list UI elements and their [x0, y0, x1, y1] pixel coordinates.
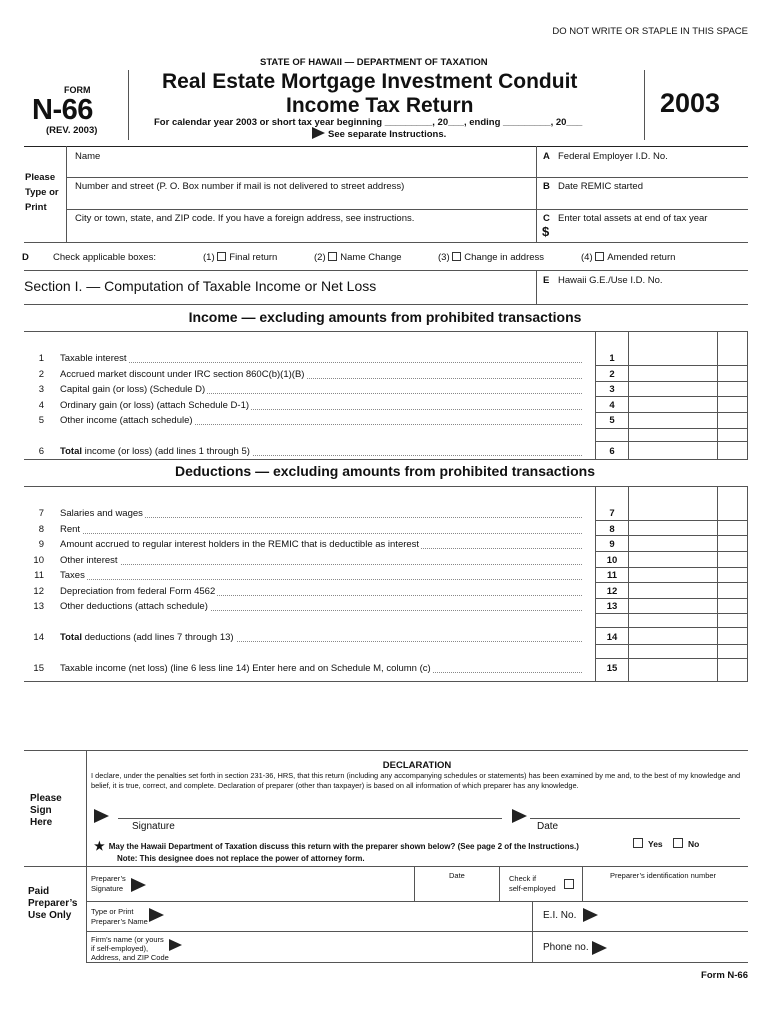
- box-number: 5: [609, 415, 615, 426]
- box-number: 11: [606, 570, 618, 581]
- name-change-option[interactable]: (2) Name Change: [314, 252, 402, 263]
- form-title-line1: Real Estate Mortgage Investment Conduit: [162, 70, 578, 93]
- box-number: 9: [609, 539, 615, 550]
- amount-field[interactable]: [629, 443, 748, 458]
- box-number: 2: [609, 369, 615, 380]
- line-description: Total deductions (add lines 7 through 13): [60, 632, 234, 643]
- checkbox-row: [22, 252, 748, 266]
- line-description: Capital gain (or loss) (Schedule D): [60, 384, 206, 395]
- amount-field[interactable]: [629, 521, 748, 536]
- total-assets-field[interactable]: [537, 210, 748, 242]
- amount-field[interactable]: [629, 397, 748, 412]
- amount-field[interactable]: [629, 567, 748, 582]
- fein-field[interactable]: [537, 147, 748, 177]
- line-description: Other deductions (attach schedule): [60, 601, 208, 612]
- line-number: 3: [38, 384, 44, 395]
- calendar-year-line: For calendar year 2003 or short tax year beginning _________, 20___, ending _________, 20___: [154, 117, 583, 128]
- final-return-checkbox[interactable]: [217, 252, 226, 261]
- leader-dots: [60, 571, 582, 580]
- date-line[interactable]: [530, 818, 740, 819]
- see-instructions: See separate Instructions.: [312, 127, 446, 140]
- phone-arrow-icon: [592, 941, 607, 955]
- line-description: Taxable income (net loss) (line 6 less line 14) Enter here and on Schedule M, column (c): [60, 663, 431, 674]
- self-employed-checkbox[interactable]: [564, 879, 574, 889]
- check-applicable-label: Check applicable boxes:: [53, 252, 156, 263]
- box-number: 12: [606, 586, 618, 597]
- firm-name-field[interactable]: Firm’s name (or yours if self-employed), Address, and ZIP Code: [87, 932, 531, 962]
- form-label: FORM: [64, 85, 91, 95]
- ge-use-id-label: Hawaii G.E./Use I.D. No.: [558, 275, 663, 286]
- designee-note: Note: This designee does not replace the power of attorney form.: [117, 854, 365, 863]
- form-revision: (REV. 2003): [46, 125, 98, 136]
- please-sign-here: Please Sign Here: [30, 793, 62, 828]
- declaration-title: DECLARATION: [382, 760, 452, 771]
- box-number: 7: [609, 508, 615, 519]
- line-number: 5: [38, 415, 44, 426]
- amended-return-option[interactable]: (4) Amended return: [581, 252, 676, 263]
- remic-start-field[interactable]: [537, 178, 748, 209]
- ge-use-id-field[interactable]: [537, 271, 748, 304]
- line-number: 7: [38, 508, 44, 519]
- field-c-letter: C: [543, 213, 550, 224]
- income-heading: Income — excluding amounts from prohibited transactions: [188, 309, 582, 325]
- amount-field[interactable]: [629, 536, 748, 551]
- star-icon: ★: [94, 839, 105, 853]
- fein-label: Federal Employer I.D. No.: [558, 151, 668, 162]
- leader-dots: [60, 525, 582, 534]
- remic-start-label: Date REMIC started: [558, 181, 643, 192]
- line-number: 4: [38, 400, 44, 411]
- preparer-signature-field[interactable]: [87, 867, 413, 901]
- line-description: Taxable interest: [60, 353, 127, 364]
- form-title-line2: Income Tax Return: [286, 94, 474, 117]
- preparer-name-arrow-icon: [149, 908, 164, 922]
- no-checkbox[interactable]: [673, 838, 683, 848]
- amount-field[interactable]: [629, 505, 748, 520]
- line-description: Total income (or loss) (add lines 1 through 5): [60, 446, 250, 457]
- street-label: Number and street (P. O. Box number if mail is not delivered to street address): [75, 181, 405, 192]
- leader-dots: [60, 354, 582, 363]
- amount-field[interactable]: [629, 598, 748, 613]
- street-field[interactable]: [67, 178, 535, 209]
- ei-arrow-icon: [583, 908, 598, 922]
- address-change-checkbox[interactable]: [452, 252, 461, 261]
- form-footer: Form N-66: [701, 970, 748, 981]
- declaration-text: I declare, under the penalties set forth in section 231-36, HRS, that this return (including any accompanying schedules or statements) has been examined by me and, to the best of my knowledge and belief, it is true, correct, and complete. Declaration of preparer (other than taxpayer) is based on all information of which preparer has any knowledge.: [91, 771, 741, 790]
- line-description: Accrued market discount under IRC section 860C(b)(1)(B): [60, 369, 305, 380]
- dollar-sign: $: [542, 224, 550, 239]
- line-description: Other income (attach schedule): [60, 415, 193, 426]
- ei-number-field[interactable]: E.I. No.: [533, 902, 748, 931]
- sign-arrow-icon: [94, 809, 109, 823]
- box-number: 6: [609, 446, 615, 457]
- top-notice: DO NOT WRITE OR STAPLE IN THIS SPACE: [552, 26, 748, 37]
- box-number: 1: [609, 353, 615, 364]
- preparer-name-field[interactable]: Type or Print Preparer’s Name: [87, 902, 531, 931]
- line-number: 6: [38, 446, 44, 457]
- line-description: Depreciation from federal Form 4562: [60, 586, 216, 597]
- self-employed-field[interactable]: Check if self-employed: [500, 867, 582, 901]
- box-number: 14: [606, 632, 618, 643]
- field-a-letter: A: [543, 151, 550, 162]
- yes-checkbox[interactable]: [633, 838, 643, 848]
- box-number: 3: [609, 384, 615, 395]
- line-number: 2: [38, 369, 44, 380]
- signature-label: Signature: [132, 821, 175, 832]
- amount-field[interactable]: [629, 660, 748, 675]
- line-number: 11: [34, 570, 44, 581]
- line-description: Amount accrued to regular interest holders in the REMIC that is deductible as interest: [60, 539, 420, 550]
- amount-field[interactable]: [629, 583, 748, 598]
- form-number: N-66: [32, 94, 93, 126]
- preparer-id-label: Preparer’s identification number: [610, 871, 717, 880]
- field-d-letter: D: [22, 252, 29, 263]
- line-number: 1: [38, 353, 44, 364]
- line-description: Other interest: [60, 555, 118, 566]
- city-label: City or town, state, and ZIP code. If you have a foreign address, see instructions.: [75, 213, 415, 224]
- line-number: 12: [33, 586, 44, 597]
- amount-field[interactable]: [629, 629, 748, 644]
- line-number: 15: [33, 663, 44, 674]
- amount-field[interactable]: [629, 350, 748, 365]
- amended-return-checkbox[interactable]: [595, 252, 604, 261]
- please-type-print: Please Type or Print: [25, 172, 59, 213]
- box-number: 10: [606, 555, 618, 566]
- signature-line[interactable]: [118, 818, 502, 819]
- deductions-heading: Deductions — excluding amounts from prohibited transactions: [174, 463, 596, 479]
- section-1-title: Section I. — Computation of Taxable Income or Net Loss: [24, 278, 377, 294]
- discuss-question: ★ May the Hawaii Department of Taxation discuss this return with the preparer shown below? (See page 2 of the Instructions.): [94, 839, 579, 853]
- field-b-letter: B: [543, 181, 550, 192]
- line-number: 9: [38, 539, 44, 550]
- agency-line: STATE OF HAWAII — DEPARTMENT OF TAXATION: [260, 57, 488, 68]
- line-description: Rent: [60, 524, 81, 535]
- line-description: Taxes: [60, 570, 85, 581]
- final-return-option[interactable]: (1) Final return: [203, 252, 278, 263]
- amount-field[interactable]: [629, 366, 748, 381]
- name-field[interactable]: [67, 147, 535, 177]
- line-description: Salaries and wages: [60, 508, 143, 519]
- field-e-letter: E: [543, 275, 550, 286]
- amount-field[interactable]: [629, 381, 748, 396]
- box-number: 4: [609, 400, 615, 411]
- line-number: 14: [33, 632, 44, 643]
- leader-dots: [60, 556, 582, 565]
- date-arrow-icon: [512, 809, 527, 823]
- line-number: 8: [38, 524, 44, 535]
- arrow-icon: [312, 127, 325, 139]
- amount-field[interactable]: [629, 552, 748, 567]
- box-number: 15: [606, 663, 618, 674]
- preparer-date-label: Date: [449, 871, 465, 880]
- box-number: 8: [609, 524, 615, 535]
- total-assets-label: Enter total assets at end of tax year: [558, 213, 708, 224]
- tax-year: 2003: [660, 88, 721, 118]
- header-divider-left: [128, 70, 129, 140]
- box-number: 13: [606, 601, 618, 612]
- preparer-signature-label: Preparer’s Signature: [91, 874, 126, 893]
- firm-arrow-icon: [169, 939, 182, 951]
- discuss-yes[interactable]: Yes: [633, 838, 663, 849]
- header-divider-right: [644, 70, 645, 140]
- address-change-option[interactable]: (3) Change in address: [438, 252, 545, 263]
- line-number: 13: [33, 601, 44, 612]
- date-label: Date: [537, 821, 559, 832]
- city-field[interactable]: [67, 210, 535, 242]
- discuss-no[interactable]: No: [673, 838, 699, 849]
- paid-preparer-label: Paid Preparer’s Use Only: [28, 886, 78, 921]
- phone-field[interactable]: Phone no.: [533, 932, 748, 962]
- name-label: Name: [75, 151, 101, 162]
- preparer-sig-arrow-icon: [131, 878, 146, 892]
- line-description: Ordinary gain (or loss) (attach Schedule D-1): [60, 400, 250, 411]
- amount-field[interactable]: [629, 412, 748, 427]
- name-change-checkbox[interactable]: [328, 252, 337, 261]
- line-number: 10: [33, 555, 44, 566]
